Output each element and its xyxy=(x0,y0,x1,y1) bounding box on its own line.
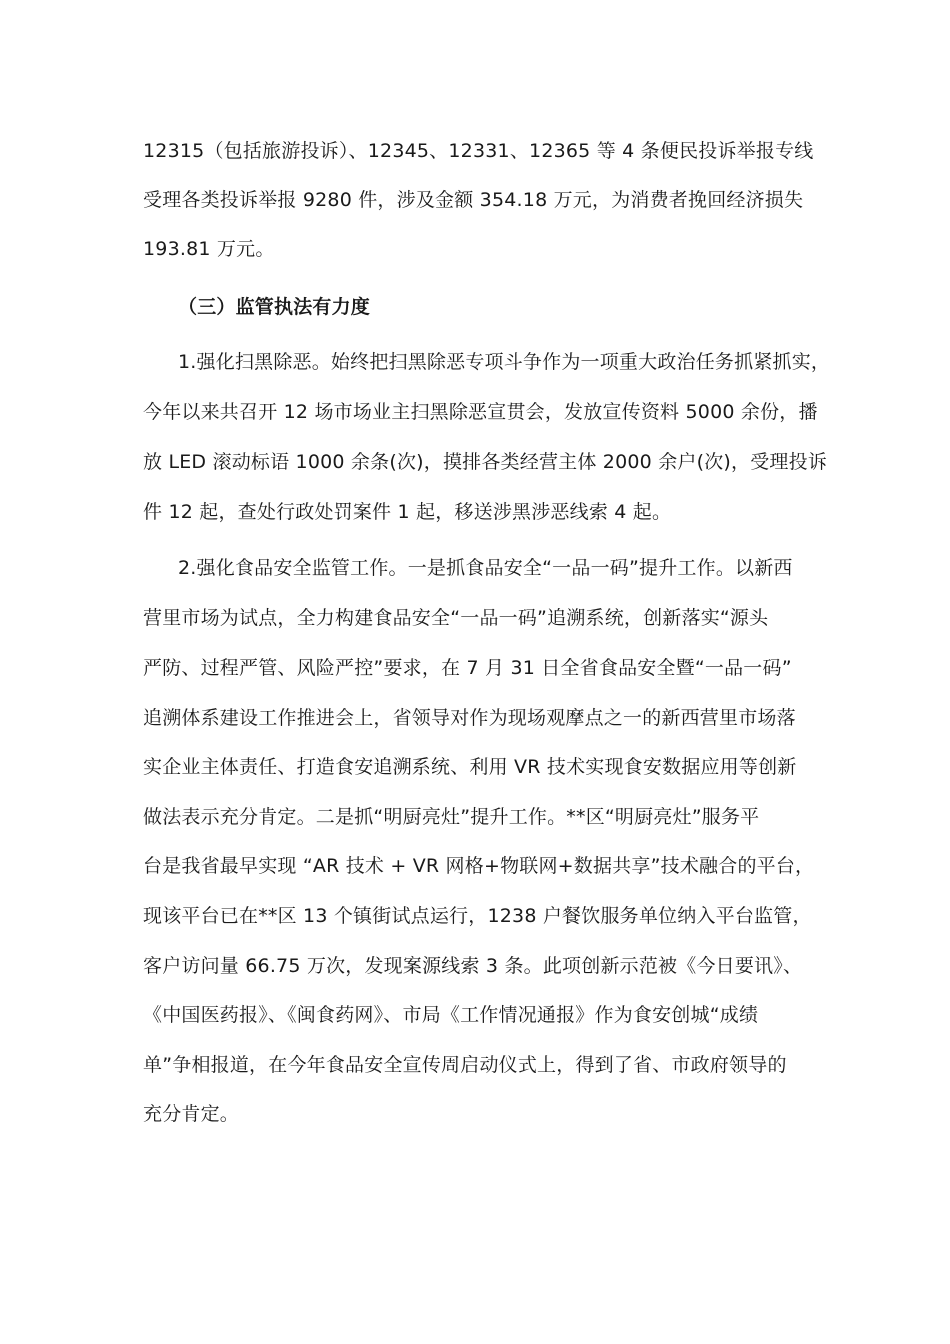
paragraph-line: 充分肯定。 xyxy=(143,1103,240,1125)
paragraph-line: 放 LED 滚动标语 1000 余条(次)，摸排各类经营主体 2000 余户(次)，受理投诉 xyxy=(143,451,828,473)
paragraph-line: 客户访问量 66.75 万次，发现案源线索 3 条。此项创新示范被《今日要讯》、 xyxy=(143,955,803,977)
paragraph-line: 台是我省最早实现 “AR 技术 + VR 网格+物联网+数据共享”技术融合的平台， xyxy=(143,855,815,877)
paragraph-line: 严防、过程严管、风险严控”要求，在 7 月 31 日全省食品安全暨“一品一码” xyxy=(143,657,792,679)
paragraph-line: 现该平台已在**区 13 个镇街试点运行，1238 户餐饮服务单位纳入平台监管， xyxy=(143,905,812,927)
paragraph-line: 单”争相报道，在今年食品安全宣传周启动仪式上，得到了省、市政府领导的 xyxy=(143,1054,787,1076)
paragraph-line: 2.强化食品安全监管工作。一是抓食品安全“一品一码”提升工作。以新西 xyxy=(178,557,793,579)
paragraph-line: 受理各类投诉举报 9280 件，涉及金额 354.18 万元，为消费者挽回经济损失 xyxy=(143,189,804,211)
paragraph-line: 1.强化扫黑除恶。始终把扫黑除恶专项斗争作为一项重大政治任务抓紧抓实， xyxy=(178,351,831,373)
paragraph-line: 12315（包括旅游投诉）、12345、12331、12365 等 4 条便民投诉举报专线 xyxy=(143,140,814,162)
paragraph-line: 193.81 万元。 xyxy=(143,238,275,260)
paragraph-line: 追溯体系建设工作推进会上，省领导对作为现场观摩点之一的新西营里市场落 xyxy=(143,707,796,729)
paragraph-line: 件 12 起，查处行政处罚案件 1 起，移送涉黑涉恶线索 4 起。 xyxy=(143,501,672,523)
paragraph-line: 今年以来共召开 12 场市场业主扫黑除恶宣贯会，发放宣传资料 5000 余份，播 xyxy=(143,401,818,423)
section-heading: （三）监管执法有力度 xyxy=(178,296,371,318)
paragraph-line: 《中国医药报》、《闽食药网》、市局《工作情况通报》作为食安创城“成绩 xyxy=(143,1004,759,1026)
paragraph-line: 做法表示充分肯定。二是抓“明厨亮灶”提升工作。**区“明厨亮灶”服务平 xyxy=(143,806,760,828)
paragraph-line: 营里市场为试点，全力构建食品安全“一品一码”追溯系统，创新落实“源头 xyxy=(143,607,769,629)
paragraph-line: 实企业主体责任、打造食安追溯系统、利用 VR 技术实现食安数据应用等创新 xyxy=(143,756,797,778)
